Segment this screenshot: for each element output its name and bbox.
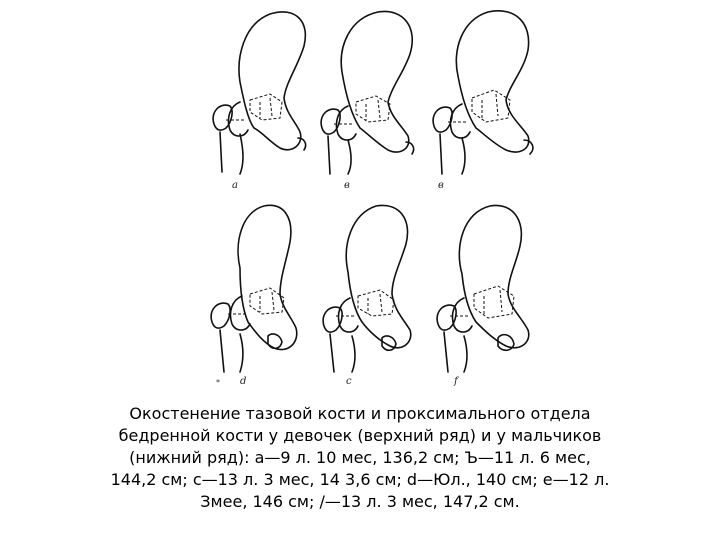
figure-caption <box>60 403 660 513</box>
caption-line: (нижний ряд): а—9 л. 10 мес, 136,2 см; Ъ—11 л. 6 мес, <box>129 448 591 467</box>
caption-line: 144,2 см; с—13 л. 3 мес, 14 3,6 см; d—Юл., 140 см; е—12 л. <box>110 470 610 489</box>
panel-label-f: f <box>454 376 458 387</box>
caption-line: Змее, 146 см; /—13 л. 3 мес, 147,2 см. <box>200 492 520 511</box>
caption-line: Окостенение тазовой кости и проксимального отдела <box>129 404 591 423</box>
panel-label-e: c <box>346 376 352 387</box>
caption-line: бедренной кости у девочек (верхний ряд) и у мальчиков <box>118 426 602 445</box>
stray-mark: * <box>216 378 220 387</box>
panel-label-d: d <box>240 376 247 387</box>
pelvis-drawing-f <box>424 198 564 388</box>
panel-label-a: a <box>232 180 238 191</box>
pelvis-drawing-c <box>424 2 564 192</box>
panel-label-b: в <box>344 180 350 191</box>
panel-f <box>424 198 564 388</box>
panel-label-c: в <box>438 180 444 191</box>
panel-c-top <box>424 2 564 192</box>
